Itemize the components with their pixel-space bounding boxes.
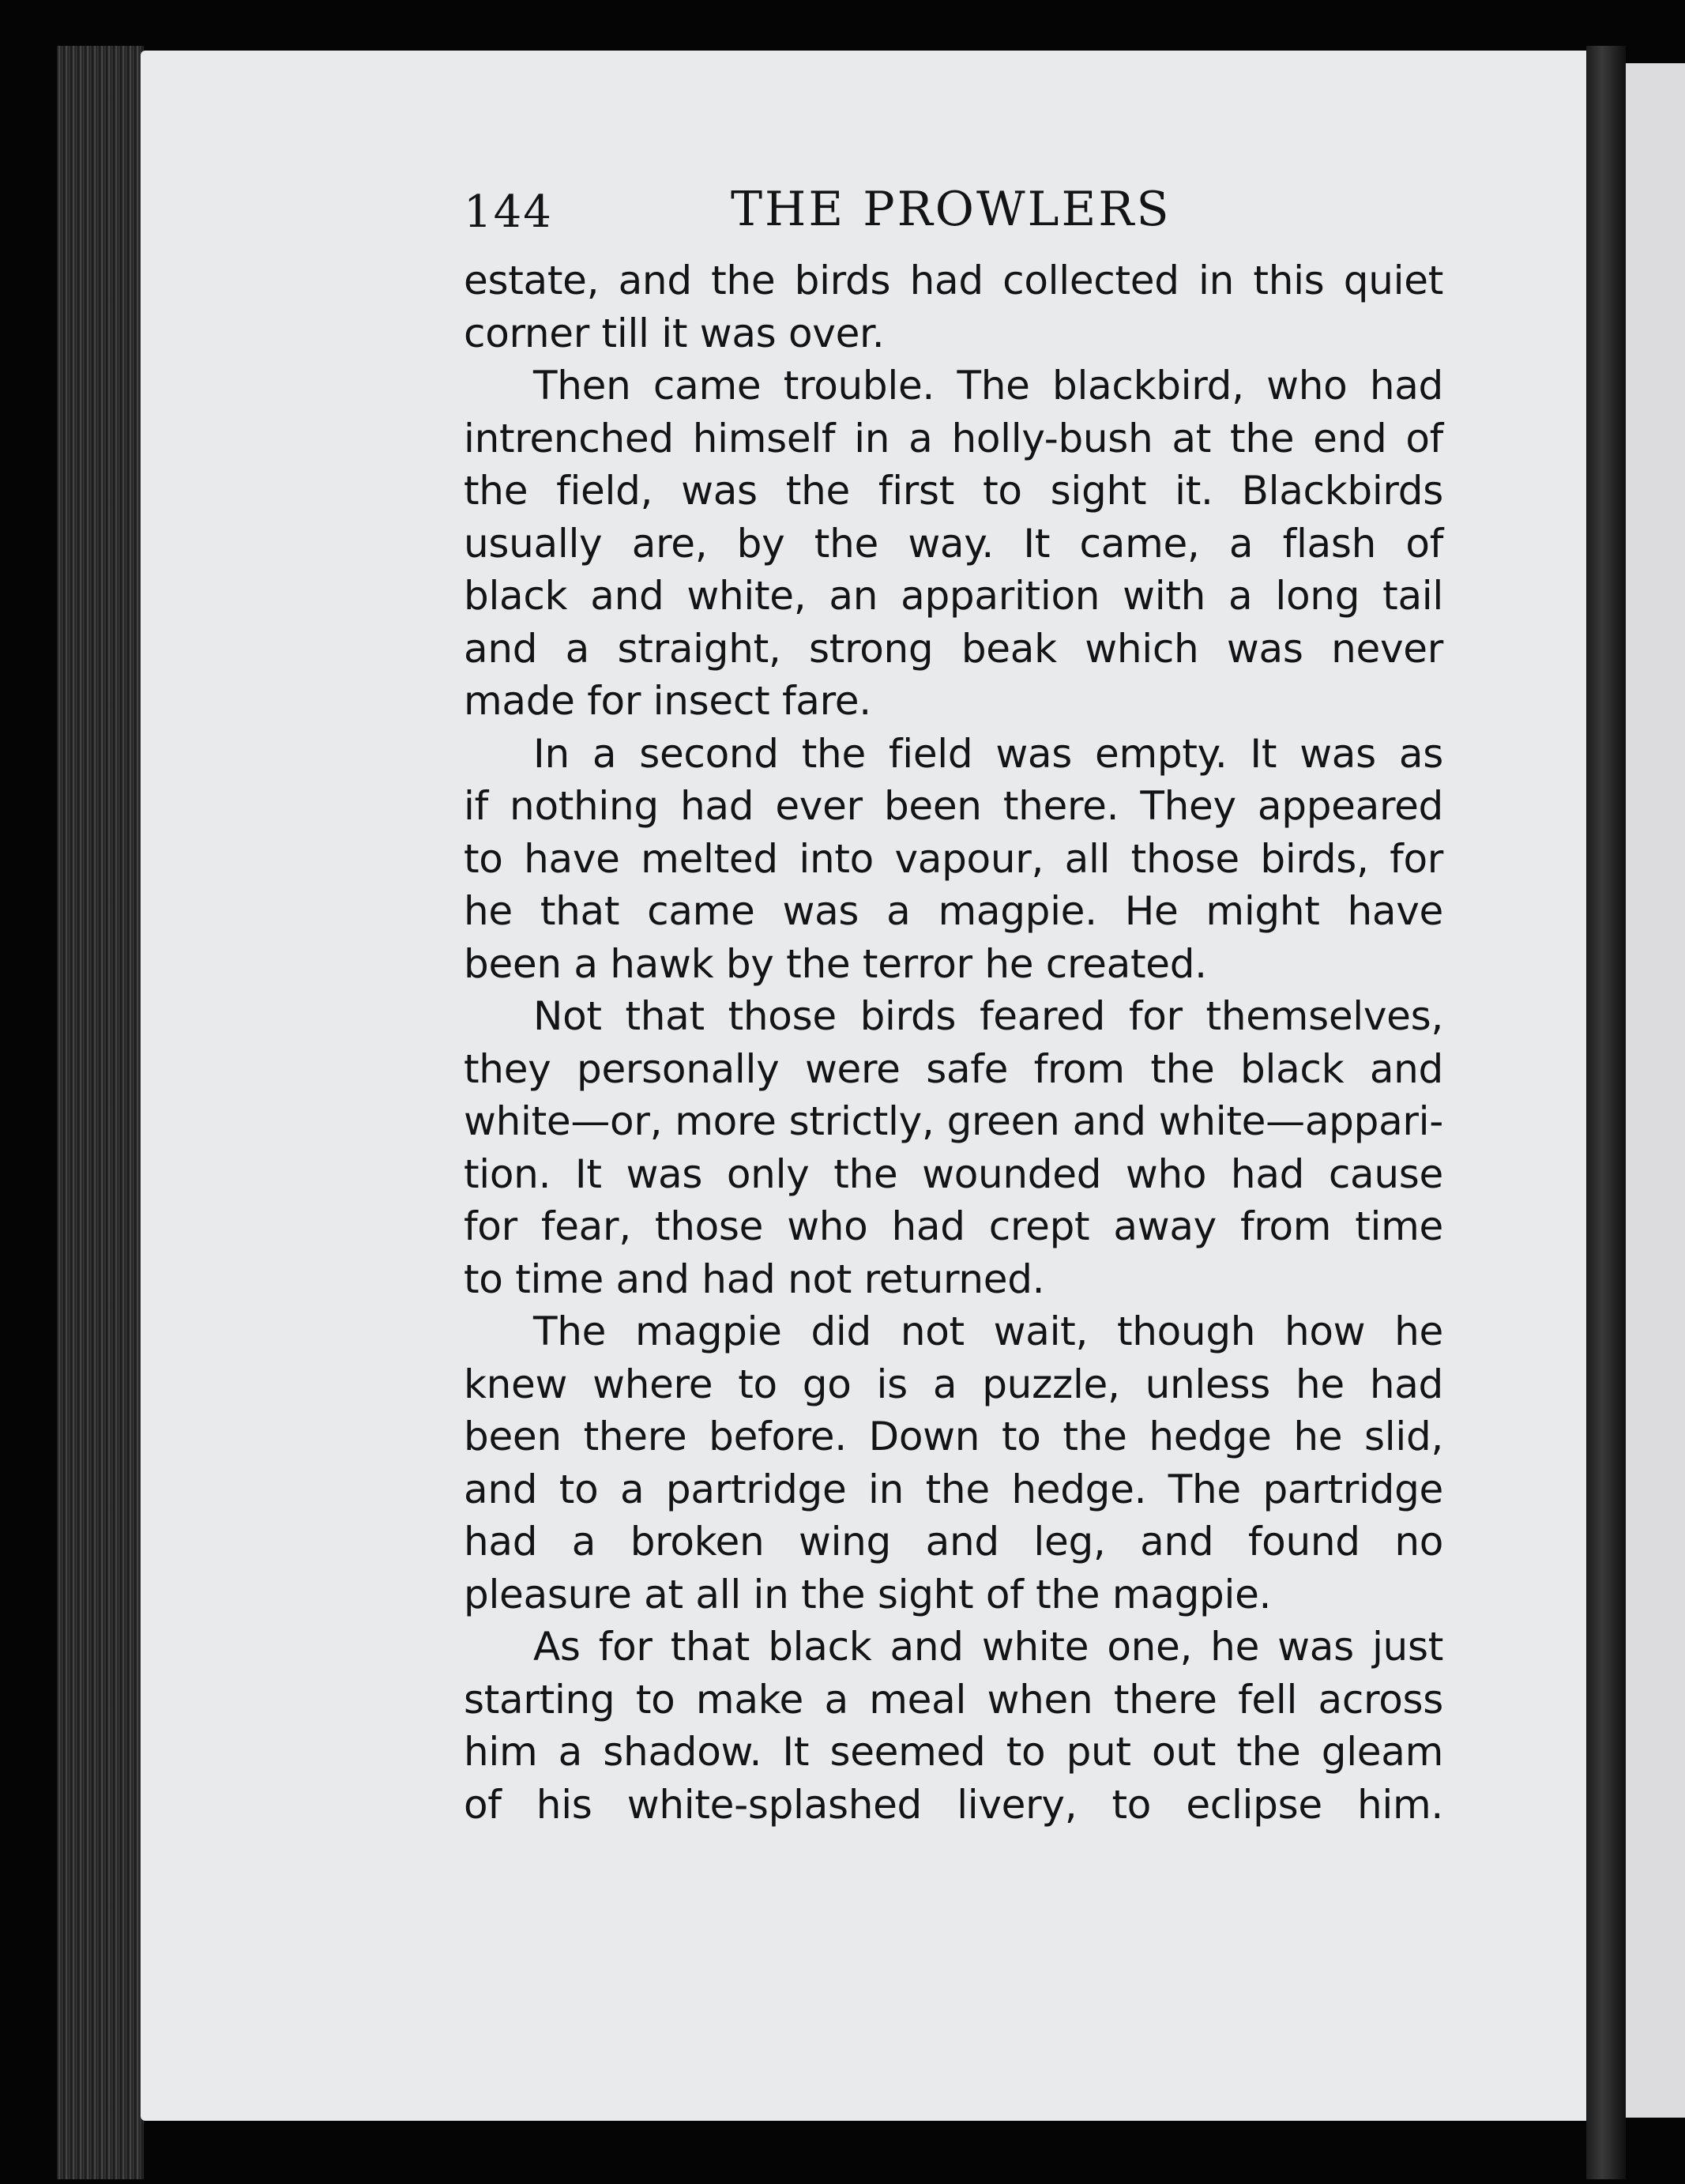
text-line: white—or, more strictly, green and white—appari- [464, 1098, 1443, 1144]
text-line: estate, and the birds had collected in this quiet [464, 258, 1443, 303]
text-line: been there before. Down to the hedge he slid, [464, 1414, 1443, 1459]
facing-page-edge [1626, 63, 1685, 2118]
paragraph-5 [464, 1305, 1443, 1621]
text-line: made for insect fare. [464, 678, 871, 724]
text-line: tion. It was only the wounded who had cause [464, 1150, 1443, 1197]
paragraph-6 [464, 1621, 1443, 1831]
paragraph-3 [464, 728, 1443, 991]
text-line: the field, was the first to sight it. Blackbirds [464, 468, 1443, 514]
paragraph-4 [464, 990, 1443, 1305]
text-line: him a shadow. It seemed to put out the gleam [464, 1729, 1443, 1775]
text-line: been a hawk by the terror he created. [464, 940, 1207, 987]
text-line: and a straight, strong beak which was never [464, 625, 1443, 672]
text-line: and to a partridge in the hedge. The partridge [464, 1466, 1443, 1512]
running-title: THE PROWLERS [731, 182, 1172, 237]
text-line: Not that those birds feared for themselves, [533, 993, 1443, 1039]
text-line: Then came trouble. The blackbird, who had [533, 363, 1443, 409]
text-line: As for that black and white one, he was just [533, 1624, 1443, 1670]
text-line: intrenched himself in a holly-bush at the end of [464, 415, 1443, 461]
text-line: for fear, those who had crept away from time [464, 1203, 1443, 1249]
text-line: usually are, by the way. It came, a flash of [464, 520, 1443, 567]
text-line: of his white-splashed livery, to eclipse him. [464, 1781, 1443, 1828]
text-line: to time and had not returned. [464, 1256, 1045, 1302]
running-header [464, 175, 1443, 254]
text-line: In a second the field was empty. It was as [533, 730, 1443, 777]
book-gutter [1586, 46, 1626, 2179]
text-line: The magpie did not wait, though how he [533, 1309, 1443, 1354]
text-line: pleasure at all in the sight of the magpie. [464, 1571, 1272, 1617]
text-line: had a broken wing and leg, and found no [464, 1519, 1443, 1565]
text-line: black and white, an apparition with a long tail [464, 573, 1443, 619]
paragraph-1 [464, 254, 1443, 360]
text-line: if nothing had ever been there. They appeared [464, 783, 1443, 829]
book-page-edges [57, 46, 144, 2179]
text-line: knew where to go is a puzzle, unless he had [464, 1361, 1443, 1407]
paragraph-2 [464, 360, 1443, 728]
body-text [464, 254, 1443, 1831]
page-text-block [464, 175, 1443, 1831]
text-line: starting to make a meal when there fell across [464, 1676, 1443, 1723]
page-number: 144 [464, 186, 553, 238]
text-line: they personally were safe from the black and [464, 1045, 1443, 1092]
text-line: to have melted into vapour, all those birds, for [464, 835, 1443, 882]
text-line: he that came was a magpie. He might have [464, 888, 1443, 934]
text-line: corner till it was over. [464, 310, 885, 356]
